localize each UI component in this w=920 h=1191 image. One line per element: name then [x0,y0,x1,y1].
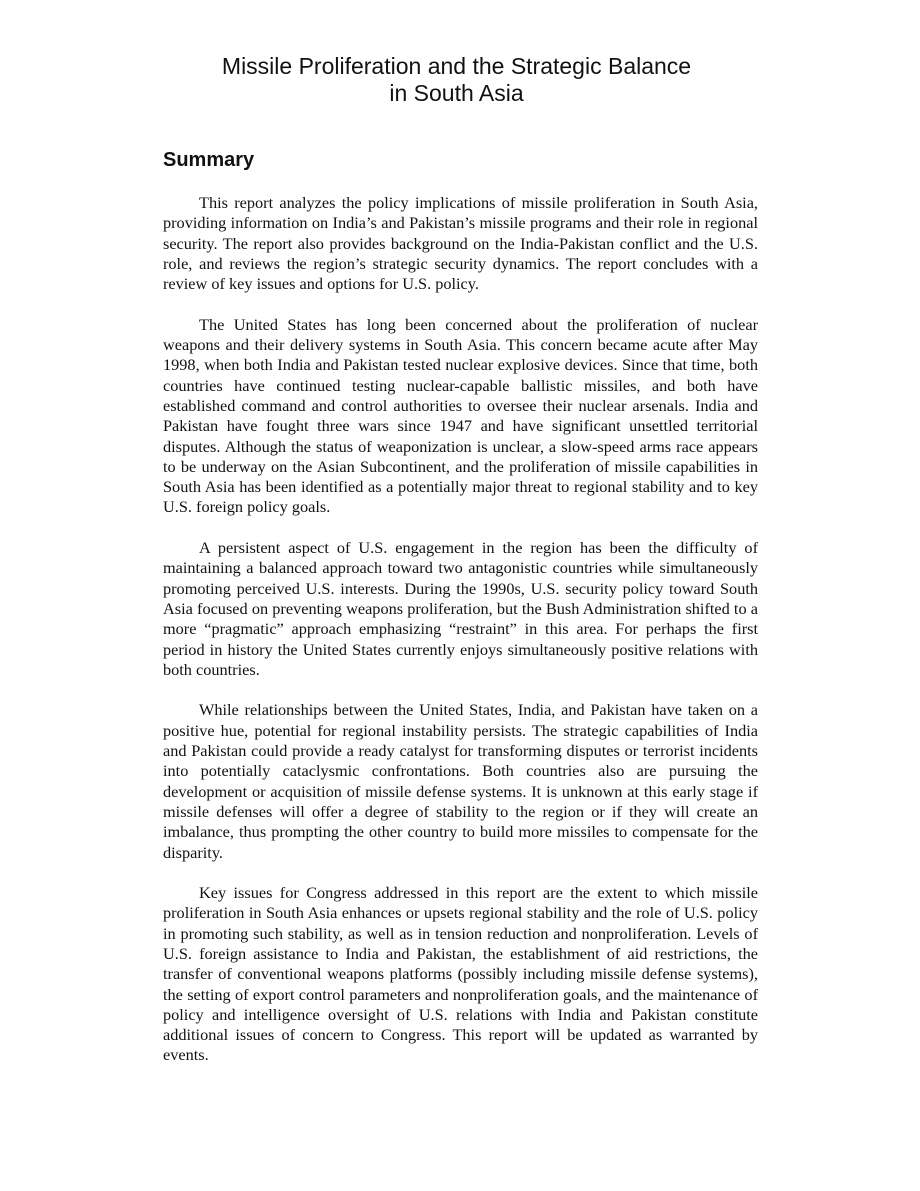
section-heading-summary: Summary [163,149,255,171]
title-line-2: in South Asia [389,80,524,106]
paragraph: While relationships between the United States, India, and Pakistan have taken on a positive hue, potential for regional instability persists. The strategic capabilities of India and Pakistan could provide a ready catalyst for transforming disputes or terrorist incidents into potentially cataclysmic confrontations. Both countries also are pursuing the development or acquisition of missile defense systems. It is unknown at this early stage if missile defenses will offer a degree of stability to the region or if they will create an imbalance, thus prompting the other country to build more missiles to compensate for the disparity. [163,700,758,862]
title-line-1: Missile Proliferation and the Strategic Balance [221,53,692,79]
paragraph: A persistent aspect of U.S. engagement in the region has been the difficulty of maintaining a balanced approach toward two antagonistic countries while simultaneously promoting perceived U.S. interests. During the 1990s, U.S. security policy toward South Asia focused on preventing weapons proliferation, but the Bush Administration shifted to a more “pragmatic” approach emphasizing “restraint” in this area. For perhaps the first period in history the United States currently enjoys simultaneously positive relations with both countries. [163,538,758,679]
document-title [0,53,913,107]
summary-body [163,193,758,1086]
paragraph: This report analyzes the policy implications of missile proliferation in South Asia, providing information on India’s and Pakistan’s missile programs and their role in regional security. The report also provides background on the India-Pakistan conflict and the U.S. role, and reviews the region’s strategic security dynamics. The report concludes with a review of key issues and options for U.S. policy. [163,193,758,294]
paragraph: The United States has long been concerned about the proliferation of nuclear weapons and their delivery systems in South Asia. This concern became acute after May 1998, when both India and Pakistan tested nuclear explosive devices. Since that time, both countries have continued testing nuclear-capable ballistic missiles, and both have established command and control authorities to oversee their nuclear arsenals. India and Pakistan have fought three wars since 1947 and have significant unsettled territorial disputes. Although the status of weaponization is unclear, a slow-speed arms race appears to be underway on the Asian Subcontinent, and the proliferation of missile capabilities in South Asia has been identified as a potentially major threat to regional stability and to key U.S. foreign policy goals. [163,314,758,517]
paragraph: Key issues for Congress addressed in this report are the extent to which missile proliferation in South Asia enhances or upsets regional stability and the role of U.S. policy in promoting such stability, as well as in tension reduction and nonproliferation. Levels of U.S. foreign assistance to India and Pakistan, the establishment of aid restrictions, the transfer of conventional weapons platforms (possibly including missile defense systems), the setting of export control parameters and nonproliferation goals, and the maintenance of policy and intelligence oversight of U.S. relations with India and Pakistan constitute additional issues of concern to Congress. This report will be updated as warranted by events. [163,883,758,1065]
